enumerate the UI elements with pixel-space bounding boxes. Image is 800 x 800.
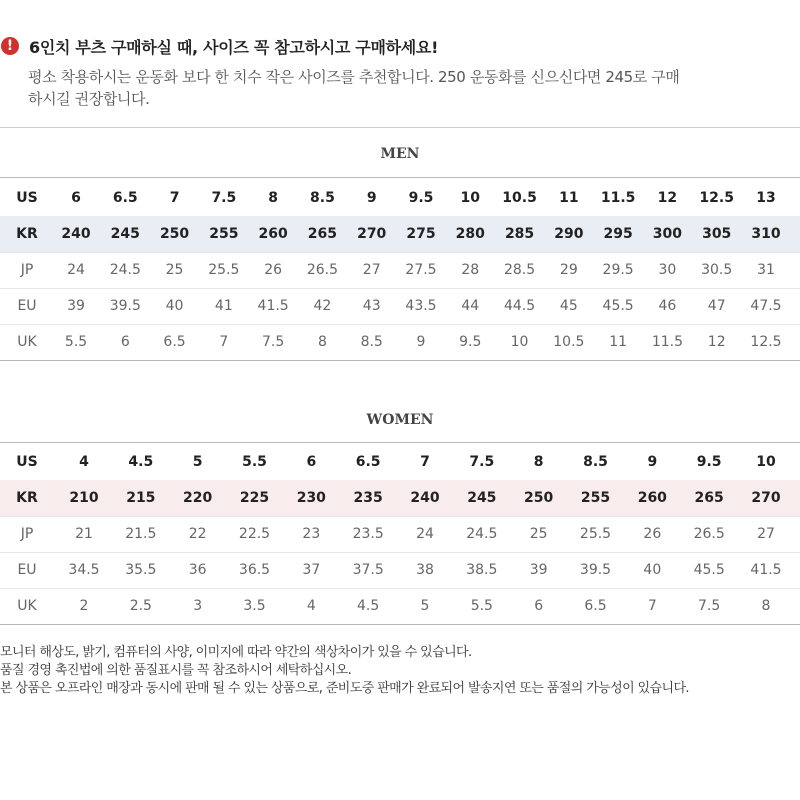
men-row-us [0, 180, 800, 217]
row-label: US [16, 190, 38, 206]
size-cell: 7.5 [698, 598, 721, 614]
size-cell: 240 [410, 490, 440, 506]
size-cell: 7 [169, 190, 180, 206]
size-cell: 245 [467, 490, 497, 506]
size-cell: 2.5 [129, 598, 152, 614]
size-cell: 6.5 [163, 334, 186, 350]
size-cell: 7 [420, 454, 430, 470]
size-cell: 37 [302, 562, 321, 578]
size-cell: 255 [580, 490, 611, 506]
size-cell: 255 [209, 226, 239, 242]
size-cell: 45.5 [602, 298, 634, 314]
size-cell: 5.5 [470, 598, 493, 614]
size-cell: 11.5 [651, 334, 683, 350]
women-row-kr [0, 480, 800, 517]
size-cell: 41.5 [750, 562, 782, 578]
size-cell: 21 [75, 526, 93, 542]
size-cell: 260 [637, 490, 667, 506]
size-cell: 36.5 [238, 562, 271, 578]
size-cell: 270 [357, 226, 387, 242]
row-label: EU [17, 562, 37, 578]
footer-note: 모니터 해상도, 밝기, 컴퓨터의 사양, 이미지에 따라 약간의 색상차이가 있을 수 있습니다. [0, 645, 472, 660]
size-cell: 4.5 [128, 454, 154, 470]
size-cell: 24.5 [109, 262, 141, 278]
size-cell: 34.5 [68, 562, 100, 578]
size-cell: 24.5 [466, 526, 498, 542]
size-cell: 280 [455, 226, 485, 242]
size-cell: 44 [461, 298, 480, 314]
women-row-uk [0, 588, 800, 625]
size-cell: 215 [126, 490, 156, 506]
size-cell: 7 [647, 598, 657, 614]
size-cell: 4.5 [357, 598, 380, 614]
size-cell: 9.5 [408, 190, 434, 206]
size-cell: 5 [192, 454, 203, 470]
men-section-title: MEN [380, 146, 420, 162]
exclamation-circle-icon: ! [1, 37, 19, 55]
size-cell: 6.5 [584, 598, 607, 614]
size-cell: 7 [219, 334, 229, 350]
size-cell: 12.5 [750, 334, 782, 350]
men-row-jp [0, 252, 800, 289]
women-row-eu [0, 552, 800, 589]
size-cell: 5.5 [64, 334, 88, 350]
size-cell: 250 [524, 490, 554, 506]
size-cell: 10 [460, 190, 481, 206]
men-row-eu [0, 288, 800, 325]
size-cell: 22.5 [238, 526, 271, 542]
size-cell: 25 [529, 526, 548, 542]
size-cell: 37.5 [352, 562, 384, 578]
size-cell: 45 [559, 298, 578, 314]
size-cell: 4 [79, 454, 89, 470]
notice-title: 6인치 부츠 구매하실 때, 사이즈 꼭 참고하시고 구매하세요! [29, 37, 439, 57]
size-cell: 2 [79, 598, 89, 614]
size-cell: 6 [120, 334, 130, 350]
size-cell: 8 [317, 334, 327, 350]
size-cell: 26 [264, 262, 283, 278]
men-row-uk [0, 324, 800, 361]
size-cell: 40 [165, 298, 184, 314]
size-cell: 27.5 [405, 262, 437, 278]
size-cell: 270 [751, 490, 781, 506]
size-cell: 300 [652, 226, 683, 242]
size-cell: 39 [67, 298, 85, 314]
size-cell: 5 [420, 598, 430, 614]
notice-body-line: 평소 착용하시는 운동화 보다 한 치수 작은 사이즈를 추천합니다. 250 운동화를 신으신다면 245로 구매 [28, 68, 680, 86]
size-cell: 30 [658, 262, 677, 278]
size-cell: 9 [416, 334, 426, 350]
row-label: UK [17, 598, 37, 614]
size-cell: 260 [258, 226, 288, 242]
size-cell: 36 [188, 562, 207, 578]
notice-body-line: 하시길 권장합니다. [28, 90, 150, 108]
size-cell: 6.5 [355, 454, 381, 470]
size-cell: 23.5 [352, 526, 384, 542]
size-cell: 40 [643, 562, 662, 578]
size-cell: 8 [268, 190, 279, 206]
size-cell: 9.5 [459, 334, 482, 350]
size-cell: 38 [416, 562, 434, 578]
size-cell: 28 [461, 262, 480, 278]
row-label: US [16, 454, 38, 470]
size-cell: 295 [603, 226, 633, 242]
size-cell: 5.5 [242, 454, 267, 470]
size-cell: 31 [757, 262, 775, 278]
size-cell: 39.5 [109, 298, 141, 314]
size-cell: 7.5 [469, 454, 495, 470]
size-cell: 310 [751, 226, 781, 242]
size-cell: 4 [306, 598, 316, 614]
size-cell: 47 [707, 298, 726, 314]
size-cell: 26.5 [693, 526, 725, 542]
size-cell: 41.5 [257, 298, 289, 314]
size-cell: 8 [533, 454, 544, 470]
size-cell: 11 [609, 334, 628, 350]
size-cell: 3.5 [243, 598, 266, 614]
size-cell: 44.5 [503, 298, 536, 314]
size-cell: 24 [416, 526, 434, 542]
size-cell: 27 [362, 262, 381, 278]
size-cell: 220 [183, 490, 213, 506]
size-cell: 9.5 [696, 454, 722, 470]
women-row-jp [0, 516, 800, 553]
size-cell: 9 [366, 190, 377, 206]
size-cell: 10.5 [553, 334, 585, 350]
women-table-divider [0, 442, 800, 443]
size-cell: 12 [657, 190, 678, 206]
size-cell: 38.5 [466, 562, 498, 578]
size-cell: 25.5 [579, 526, 612, 542]
footer-note: 본 상품은 오프라인 매장과 동시에 판매 될 수 있는 상품으로, 준비도중 판매가 완료되어 발송지연 또는 품절의 가능성이 있습니다. [0, 681, 689, 696]
size-cell: 25.5 [208, 262, 240, 278]
size-cell: 250 [159, 226, 190, 242]
size-cell: 240 [61, 226, 91, 242]
size-cell: 42 [313, 298, 332, 314]
size-cell: 30.5 [701, 262, 733, 278]
size-cell: 23 [302, 526, 321, 542]
top-divider [0, 127, 800, 128]
size-cell: 11.5 [600, 190, 636, 206]
men-row-kr [0, 216, 800, 253]
size-cell: 35.5 [125, 562, 157, 578]
row-label: UK [17, 334, 37, 350]
women-section-title: WOMEN [366, 412, 434, 428]
size-cell: 28.5 [503, 262, 536, 278]
size-cell: 8.5 [583, 454, 608, 470]
size-cell: 6 [71, 190, 81, 206]
size-cell: 305 [702, 226, 732, 242]
size-cell: 24 [67, 262, 85, 278]
size-cell: 13 [756, 190, 776, 206]
size-cell: 9 [647, 454, 658, 470]
size-cell: 12.5 [699, 190, 734, 206]
size-cell: 25 [165, 262, 184, 278]
row-label: KR [16, 226, 38, 242]
footer-notes [0, 644, 800, 698]
size-cell: 27 [757, 526, 775, 542]
size-cell: 6.5 [112, 190, 138, 206]
notice-body [28, 66, 788, 110]
size-cell: 7.5 [211, 190, 237, 206]
row-label: KR [16, 490, 38, 506]
size-cell: 265 [694, 490, 724, 506]
size-cell: 10.5 [502, 190, 537, 206]
size-cell: 29.5 [602, 262, 634, 278]
size-cell: 22 [188, 526, 207, 542]
size-cell: 275 [406, 226, 436, 242]
size-cell: 10 [756, 454, 776, 470]
size-cell: 3 [193, 598, 203, 614]
size-cell: 43 [362, 298, 381, 314]
size-cell: 10 [510, 334, 529, 350]
size-cell: 290 [554, 226, 584, 242]
size-cell: 39 [529, 562, 548, 578]
size-cell: 8.5 [310, 190, 335, 206]
women-row-us [0, 444, 800, 481]
size-cell: 6 [534, 598, 544, 614]
size-cell: 8 [761, 598, 771, 614]
size-cell: 29 [559, 262, 578, 278]
size-cell: 235 [353, 490, 383, 506]
size-cell: 11 [559, 190, 579, 206]
size-cell: 12 [707, 334, 726, 350]
size-cell: 225 [239, 490, 270, 506]
notice-header [0, 32, 438, 60]
size-cell: 39.5 [579, 562, 612, 578]
size-cell: 26.5 [306, 262, 338, 278]
row-label: JP [20, 526, 34, 542]
row-label: JP [20, 262, 34, 278]
size-cell: 230 [296, 490, 326, 506]
size-cell: 26 [643, 526, 662, 542]
size-cell: 6 [306, 454, 317, 470]
footer-note: 품질 경영 촉진법에 의한 품질표시를 꼭 참조하시어 세탁하십시오. [0, 663, 352, 678]
size-cell: 47.5 [750, 298, 782, 314]
size-cell: 43.5 [405, 298, 437, 314]
size-cell: 285 [504, 226, 535, 242]
size-cell: 210 [69, 490, 99, 506]
size-cell: 45.5 [693, 562, 725, 578]
men-table-divider [0, 177, 800, 178]
size-cell: 41 [214, 298, 233, 314]
size-cell: 21.5 [125, 526, 157, 542]
size-cell: 8.5 [360, 334, 383, 350]
size-cell: 46 [658, 298, 677, 314]
row-label: EU [17, 298, 37, 314]
size-cell: 265 [307, 226, 338, 242]
size-cell: 7.5 [262, 334, 285, 350]
size-cell: 245 [110, 226, 140, 242]
